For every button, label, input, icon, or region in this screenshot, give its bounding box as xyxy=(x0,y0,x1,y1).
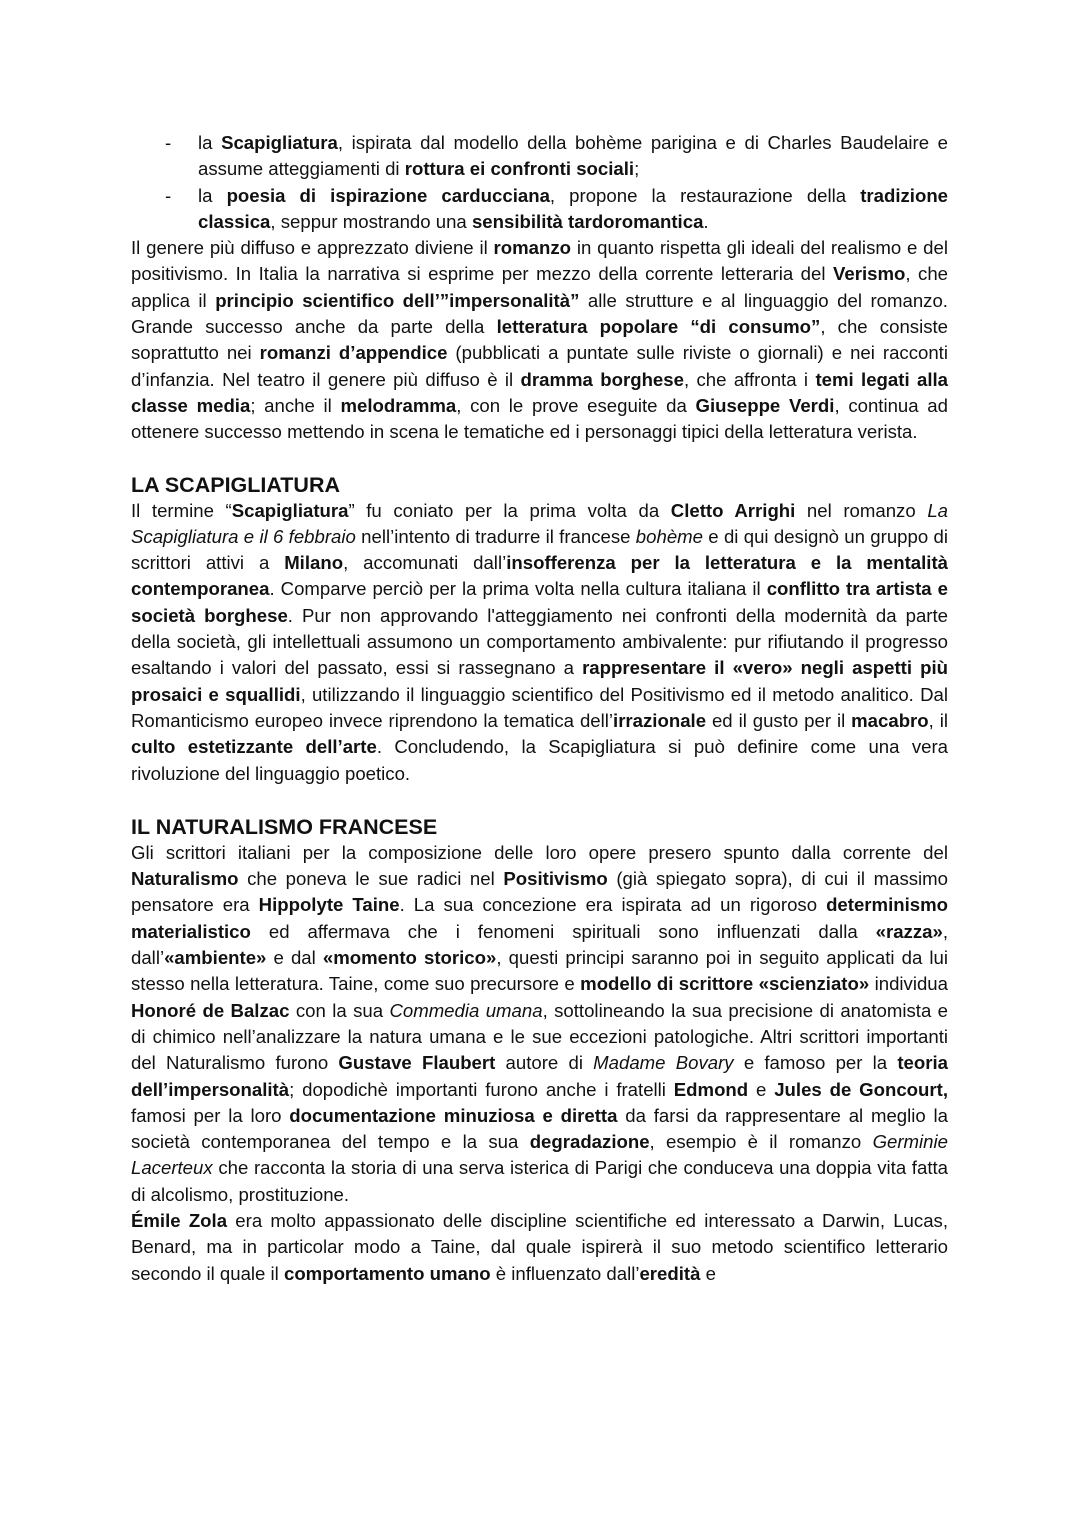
text-run: e xyxy=(700,1262,716,1284)
bold-text: culto estetizzante dell’arte xyxy=(131,736,377,758)
bold-text: Gustave Flaubert xyxy=(338,1052,496,1074)
text-run: la xyxy=(198,132,222,153)
bold-text: Hippolyte Taine xyxy=(258,894,400,916)
text-run: , questi principi saranno poi in seguito applicati da lui stesso nella letteratura. Taine, come suo precursore e xyxy=(131,947,949,995)
bold-text: Milano xyxy=(284,552,344,574)
bold-text: Cletto Arrighi xyxy=(670,499,796,521)
bold-text: sensibilità tardoromantica xyxy=(471,210,704,232)
text-run: , che consiste soprattutto nei xyxy=(131,316,949,364)
text-run: , utilizzando il linguaggio scientifico del Positivismo ed il metodo analitico. Dal Romanticismo europeo invece riprendono la tematica dell’ xyxy=(131,683,948,731)
text-run: . La sua concezione era ispirata ad un rigoroso xyxy=(399,894,827,916)
bold-text: modello di scrittore «scienziato» xyxy=(580,973,870,995)
scapigliatura-heading: LA SCAPIGLIATURA xyxy=(131,472,341,497)
bold-text: Honoré de Balzac xyxy=(131,999,290,1021)
list-item xyxy=(131,183,948,236)
text-run: famosi per la loro xyxy=(131,1104,290,1126)
bold-text: Émile Zola xyxy=(131,1209,228,1231)
text-run: ” fu coniato per la prima volta da xyxy=(348,499,671,521)
text-run: e dal xyxy=(266,947,323,969)
text-run: alle strutture e al linguaggio del romanzo. Grande successo anche da parte della xyxy=(131,289,948,338)
text-run: , sottolineando la sua precisione di anatomista e di chimico nell’analizzare la natura umana e le sue eccezioni patologiche. Altri scrittori importanti del Naturalismo furono xyxy=(131,999,949,1074)
text-run: Il genere più diffuso e apprezzato diviene il xyxy=(131,237,494,259)
text-run: , seppur mostrando una xyxy=(270,210,472,232)
text-run: , ispirata dal modello della bohème parigina e di Charles Baudelaire e assume atteggiamenti di xyxy=(198,132,949,180)
text-run: da farsi da rappresentare al meglio la società contemporanea del tempo e la sua xyxy=(131,1104,949,1153)
scapigliatura-paragraph xyxy=(131,498,948,787)
text-run: Gli scrittori italiani per la composizione delle loro opere presero spunto dalla corrente del xyxy=(131,841,948,863)
bold-text: degradazione xyxy=(529,1131,650,1153)
bold-text: letteratura popolare “di consumo” xyxy=(496,316,821,338)
bold-text: Naturalismo xyxy=(131,868,239,890)
bold-text: «razza» xyxy=(875,920,943,942)
text-run: (pubblicati a puntate sulle riviste o giornali) e nei racconti d’infanzia. Nel teatro il genere più diffuso è il xyxy=(131,342,948,390)
text-run: , con le prove eseguite da xyxy=(456,394,696,416)
bold-text: eredità xyxy=(639,1262,701,1284)
text-run: e xyxy=(748,1078,775,1100)
text-run: , esempio è il romanzo xyxy=(649,1131,873,1153)
bold-text: insofferenza per la letteratura e la mentalità contemporanea xyxy=(131,552,948,600)
text-run: ; dopodichè importanti furono anche i fratelli xyxy=(289,1078,674,1100)
text-run: la xyxy=(198,184,227,206)
bold-text: principio scientifico dell’”impersonalità” xyxy=(215,289,580,311)
dash-bullet: - xyxy=(165,184,172,206)
text-run: autore di xyxy=(495,1052,594,1074)
text-run: (già spiegato sopra), di cui il massimo pensatore era xyxy=(131,868,948,916)
text-run: , accomunati dall’ xyxy=(343,552,507,574)
document-page xyxy=(131,130,948,1287)
intro-paragraph xyxy=(131,235,948,445)
text-run: ed il gusto per il xyxy=(706,709,852,731)
bold-text: melodramma xyxy=(340,394,457,416)
text-run: . Comparve perciò per la prima volta nella cultura italiana il xyxy=(269,578,767,600)
text-run: era molto appassionato delle discipline scientifiche ed interessato a Darwin, Lucas, Benard, ma in particolar modo a Taine, dal quale ispirerà il suo metodo scientifico letterario secondo il quale il xyxy=(131,1209,948,1284)
text-run: , propone la restaurazione della xyxy=(549,184,861,206)
bold-text: documentazione minuziosa e diretta xyxy=(289,1104,618,1126)
bold-text: Scapigliatura xyxy=(231,499,349,521)
bold-text: Jules de Goncourt, xyxy=(774,1078,948,1100)
bold-text: Giuseppe Verdi xyxy=(695,394,835,416)
bold-text: tradizione classica xyxy=(198,184,949,232)
text-run: in quanto rispetta gli ideali del realismo e del positivismo. In Italia la narrativa si esprime per mezzo della corrente letteraria del xyxy=(131,237,948,285)
zola-paragraph xyxy=(131,1208,948,1287)
bold-text: irrazionale xyxy=(613,709,707,731)
bold-text: romanzo xyxy=(493,237,572,259)
text-run: , che affronta i xyxy=(683,368,816,390)
bold-text: «momento storico» xyxy=(322,947,497,969)
italic-text: bohème xyxy=(635,525,703,547)
text-run: , che applica il xyxy=(131,263,948,311)
bold-text: dramma borghese xyxy=(520,368,684,390)
italic-text: Madame Bovary xyxy=(593,1052,734,1074)
text-run: , dall’ xyxy=(131,920,948,969)
bold-text: «ambiente» xyxy=(164,947,267,969)
bold-text: romanzi d’appendice xyxy=(259,342,448,364)
text-run: ; anche il xyxy=(250,394,341,416)
bold-text: temi legati alla classe media xyxy=(131,368,948,416)
text-run: con la sua xyxy=(289,999,390,1021)
text-run: che poneva le sue radici nel xyxy=(238,868,504,890)
dash-bullet: - xyxy=(165,132,172,153)
italic-text: Germinie Lacerteux xyxy=(131,1131,948,1179)
text-run: ed affermava che i fenomeni spirituali sono influenzati dalla xyxy=(250,920,876,942)
bold-text: Edmond xyxy=(673,1078,749,1100)
text-run: Il termine “ xyxy=(131,499,232,521)
text-run: che racconta la storia di una serva isterica di Parigi che conduceva una doppia vita fatta di alcolismo, prostituzione. xyxy=(131,1157,948,1205)
text-run: è influenzato dall’ xyxy=(490,1262,640,1284)
bold-text: Verismo xyxy=(833,263,906,285)
bold-text: rottura ei confronti sociali xyxy=(404,158,635,180)
text-run: e famoso per la xyxy=(733,1052,898,1074)
bold-text: Positivismo xyxy=(503,868,608,890)
bold-text: poesia di ispirazione carducciana xyxy=(226,184,550,206)
text-run: nel romanzo xyxy=(795,499,928,521)
bold-text: conflitto tra artista e società borghese xyxy=(131,578,948,626)
text-run: , continua ad ottenere successo mettendo in scena le tematiche ed i personaggi tipici della letteratura verista. xyxy=(131,394,948,443)
text-run: individua xyxy=(869,973,948,995)
text-run: . Concludendo, la Scapigliatura si può definire come una vera rivoluzione del linguaggio poetico. xyxy=(131,736,948,784)
text-run: . xyxy=(703,210,709,232)
text-run: , il xyxy=(928,709,949,731)
bullet-list xyxy=(131,130,948,235)
bold-text: teoria dell’impersonalità xyxy=(131,1052,948,1100)
bold-text: determinismo materialistico xyxy=(131,894,948,942)
list-item xyxy=(131,130,948,183)
italic-text: La Scapigliatura e il 6 febbraio xyxy=(131,499,948,547)
list-item-text xyxy=(198,132,948,179)
bold-text: macabro xyxy=(851,709,929,731)
naturalismo-paragraph xyxy=(131,840,948,1208)
bold-text: comportamento umano xyxy=(283,1262,491,1284)
bold-text: rappresentare il «vero» negli aspetti più prosaici e squallidi xyxy=(131,657,948,705)
text-run: e di qui designò un gruppo di scrittori attivi a xyxy=(131,525,948,574)
naturalismo-heading: IL NATURALISMO FRANCESE xyxy=(131,814,438,839)
text-run: . Pur non approvando l'atteggiamento nei confronti della modernità da parte della società, gli intellettuali assumono un comportamento ambivalente: pur rifiutando il progresso esaltando i valori del passato, essi si rassegnano a xyxy=(131,604,949,679)
list-item-text xyxy=(198,185,948,232)
text-run: ; xyxy=(634,158,640,180)
text-run: nell’intento di tradurre il francese xyxy=(355,525,636,547)
bold-text: Scapigliatura xyxy=(221,132,338,153)
italic-text: Commedia umana xyxy=(389,999,543,1021)
